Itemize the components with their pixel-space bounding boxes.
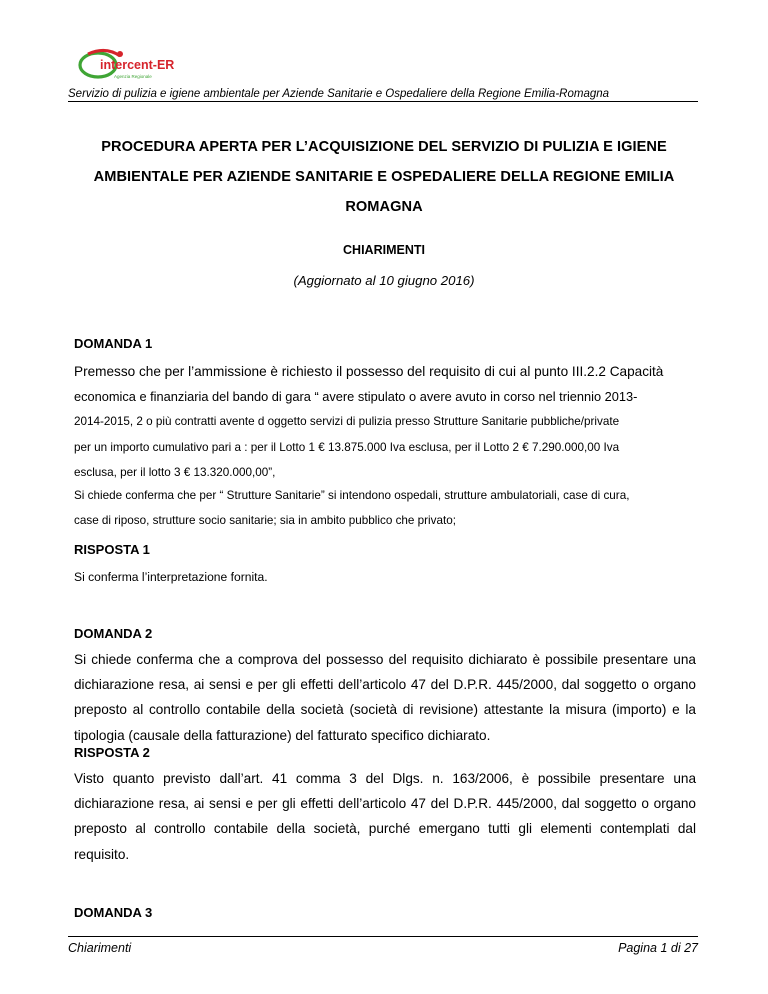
answer-2-heading: RISPOSTA 2 <box>74 745 150 760</box>
title-line-1: PROCEDURA APERTA PER L’ACQUISIZIONE DEL SERVIZIO DI PULIZIA E IGIENE <box>101 139 667 155</box>
footer-section-label: Chiarimenti <box>68 941 132 955</box>
section-title: CHIARIMENTI <box>343 243 425 257</box>
header-divider <box>68 101 698 102</box>
answer-2-text: Visto quanto previsto dall’art. 41 comma 3 del Dlgs. n. 163/2006, è possibile presentare una dichiarazione resa, ai sensi e per gli effetti dell’articolo 47 del D.P.R. 445/2000, dal soggetto o organo preposto al controllo contabile della società, purché emergano tutti gli elementi contemplati dal requisito. <box>74 771 696 862</box>
footer-divider <box>68 936 698 937</box>
document-title <box>74 132 694 222</box>
svg-text:Agenzia Regionale: Agenzia Regionale <box>114 74 152 79</box>
question-2-heading: DOMANDA 2 <box>74 626 153 641</box>
question-3-heading: DOMANDA 3 <box>74 905 153 920</box>
answer-1-text: Si conferma l’interpretazione fornita. <box>74 570 268 584</box>
running-header: Servizio di pulizia e igiene ambientale per Aziende Sanitarie e Ospedaliere della Regione Emilia-Romagna <box>68 88 610 100</box>
answer-1-heading: RISPOSTA 1 <box>74 542 150 557</box>
intercent-er-logo <box>76 44 186 84</box>
svg-text:intercent-ER: intercent-ER <box>100 58 175 72</box>
page-number: Pagina 1 di 27 <box>618 941 698 955</box>
question-1-text-2: Si chiede conferma che per “ Strutture Sanitarie” si intendono ospedali, strutture ambulatoriali, case di cura, case di riposo, strutture socio sanitarie; sia in ambito pubblico che privato; <box>74 489 630 528</box>
question-1-text: Premesso che per l’ammissione è richiesto il possesso del requisito di cui al punto III.2.2 Capacità economica e finanziaria del bando di gara “ avere stipulato o avere avuto in corso nel triennio 2013- 2014-2015, 2 o più contratti avente d oggetto servizi di pulizia presso Strutture Sanitarie pubbliche/private per un importo cumulativo pari a : per il Lotto 1 € 13.875.000 Iva esclusa, per il Lotto 2 € 7.290.000,00 Iva esclusa, per il lotto 3 € 13.320.000,00”, <box>74 364 664 479</box>
title-line-3: ROMAGNA <box>345 199 423 215</box>
question-1-heading: DOMANDA 1 <box>74 336 153 351</box>
question-2-text: Si chiede conferma che a comprova del possesso del requisito dichiarato è possibile presentare una dichiarazione resa, ai sensi e per gli effetti dell’articolo 47 del D.P.R. 445/2000, dal soggetto o organo preposto al controllo contabile della società (società di revisione) attestante la misura (importo) e la tipologia (causale della fatturazione) del fatturato specifico dichiarato. <box>74 652 696 743</box>
title-line-2: AMBIENTALE PER AZIENDE SANITARIE E OSPEDALIERE DELLA REGIONE EMILIA <box>93 169 675 185</box>
update-date: (Aggiornato al 10 giugno 2016) <box>293 273 475 288</box>
